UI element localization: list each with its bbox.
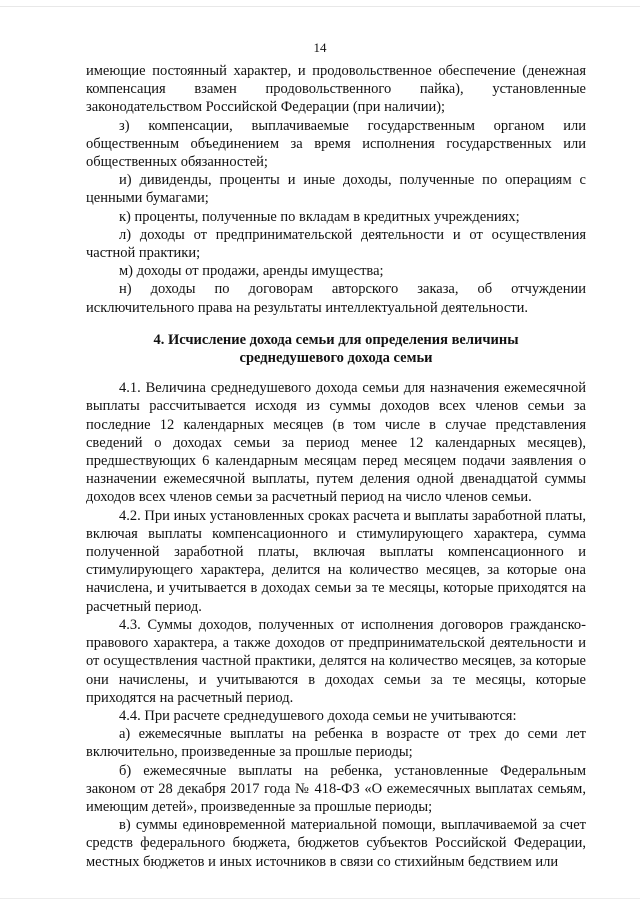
paragraph: з) компенсации, выплачиваемые государственным органом или общественным объединением за время исполнения государственных или общественных обязанностей; bbox=[86, 117, 586, 171]
scan-edge-bottom bbox=[0, 898, 640, 899]
paragraph: м) доходы от продажи, аренды имущества; bbox=[119, 263, 384, 280]
paragraph: 4.3. Суммы доходов, полученных от исполнения договоров гражданско-правового характера, а также доходов от предпринимательской деятельности и от осуществления частной практики, делятся на количество месяцев, за которые они начислены, и учитываются в доходах семьи за те месяцы, которые приходятся на расчетный период. bbox=[86, 616, 586, 706]
section-heading bbox=[86, 331, 586, 367]
paragraph: 4.4. При расчете среднедушевого дохода семьи не учитываются: bbox=[119, 707, 517, 724]
paragraph: к) проценты, полученные по вкладам в кредитных учреждениях; bbox=[119, 208, 520, 225]
paragraph: и) дивиденды, проценты и иные доходы, полученные по операциям с ценными бумагами; bbox=[86, 172, 586, 207]
paragraph: л) доходы от предпринимательской деятельности и от осуществления частной практики; bbox=[86, 226, 586, 262]
paragraph: 4.2. При иных установленных сроках расчета и выплаты заработной платы, включая выплаты компенсационного и стимулирующего характера, сумма полученной заработной платы, включая выплаты компенсационного и стимулирующего характера, делится на количество месяцев, за которые она начислена, и учитывается в доходах семьи за те месяцы, которые приходятся на расчетный период. bbox=[86, 507, 586, 615]
paragraph: н) доходы по договорам авторского заказа, об отчуждении исключительного права на результаты интеллектуальной деятельности. bbox=[86, 281, 586, 316]
paragraph: а) ежемесячные выплаты на ребенка в возрасте от трех до семи лет включительно, произведенные за прошлые периоды; bbox=[86, 726, 586, 761]
paragraph: имеющие постоянный характер, и продовольственное обеспечение (денежная компенсация взамен продовольственного пайка), установленные законодательством Российской Федерации (при наличии); bbox=[86, 63, 586, 116]
document-body bbox=[86, 62, 586, 871]
paragraph: 4.1. Величина среднедушевого дохода семьи для назначения ежемесячной выплаты рассчитывается исходя из суммы доходов всех членов семьи за последние 12 календарных месяцев (в том числе в случае представления сведений о доходах семьи за период менее 12 календарных месяцев), предшествующих 6 календарным месяцам перед месяцем подачи заявления о назначении ежемесячной выплаты, путем деления одной двенадцатой суммы доходов всех членов семьи за расчетный период на число членов семьи. bbox=[86, 380, 586, 506]
page-number: 14 bbox=[313, 40, 327, 55]
paragraph: в) суммы единовременной материальной помощи, выплачиваемой за счет средств федерального бюджета, бюджетов субъектов Российской Федерации, местных бюджетов и иных источников в связи со стихийным бедствием или bbox=[86, 817, 586, 870]
paragraph-group-top bbox=[86, 62, 586, 317]
section-heading-line2: среднедушевого дохода семьи bbox=[239, 350, 433, 367]
section-heading-line1: 4. Исчисление дохода семьи для определения величины bbox=[153, 331, 519, 348]
paragraph-group-bottom bbox=[86, 379, 586, 870]
scan-edge-top bbox=[0, 0, 640, 7]
paragraph: б) ежемесячные выплаты на ребенка, установленные Федеральным законом от 28 декабря 2017 года № 418-ФЗ «О ежемесячных выплатах семьям, имеющим детей», произведенные за прошлые периоды; bbox=[86, 762, 586, 815]
